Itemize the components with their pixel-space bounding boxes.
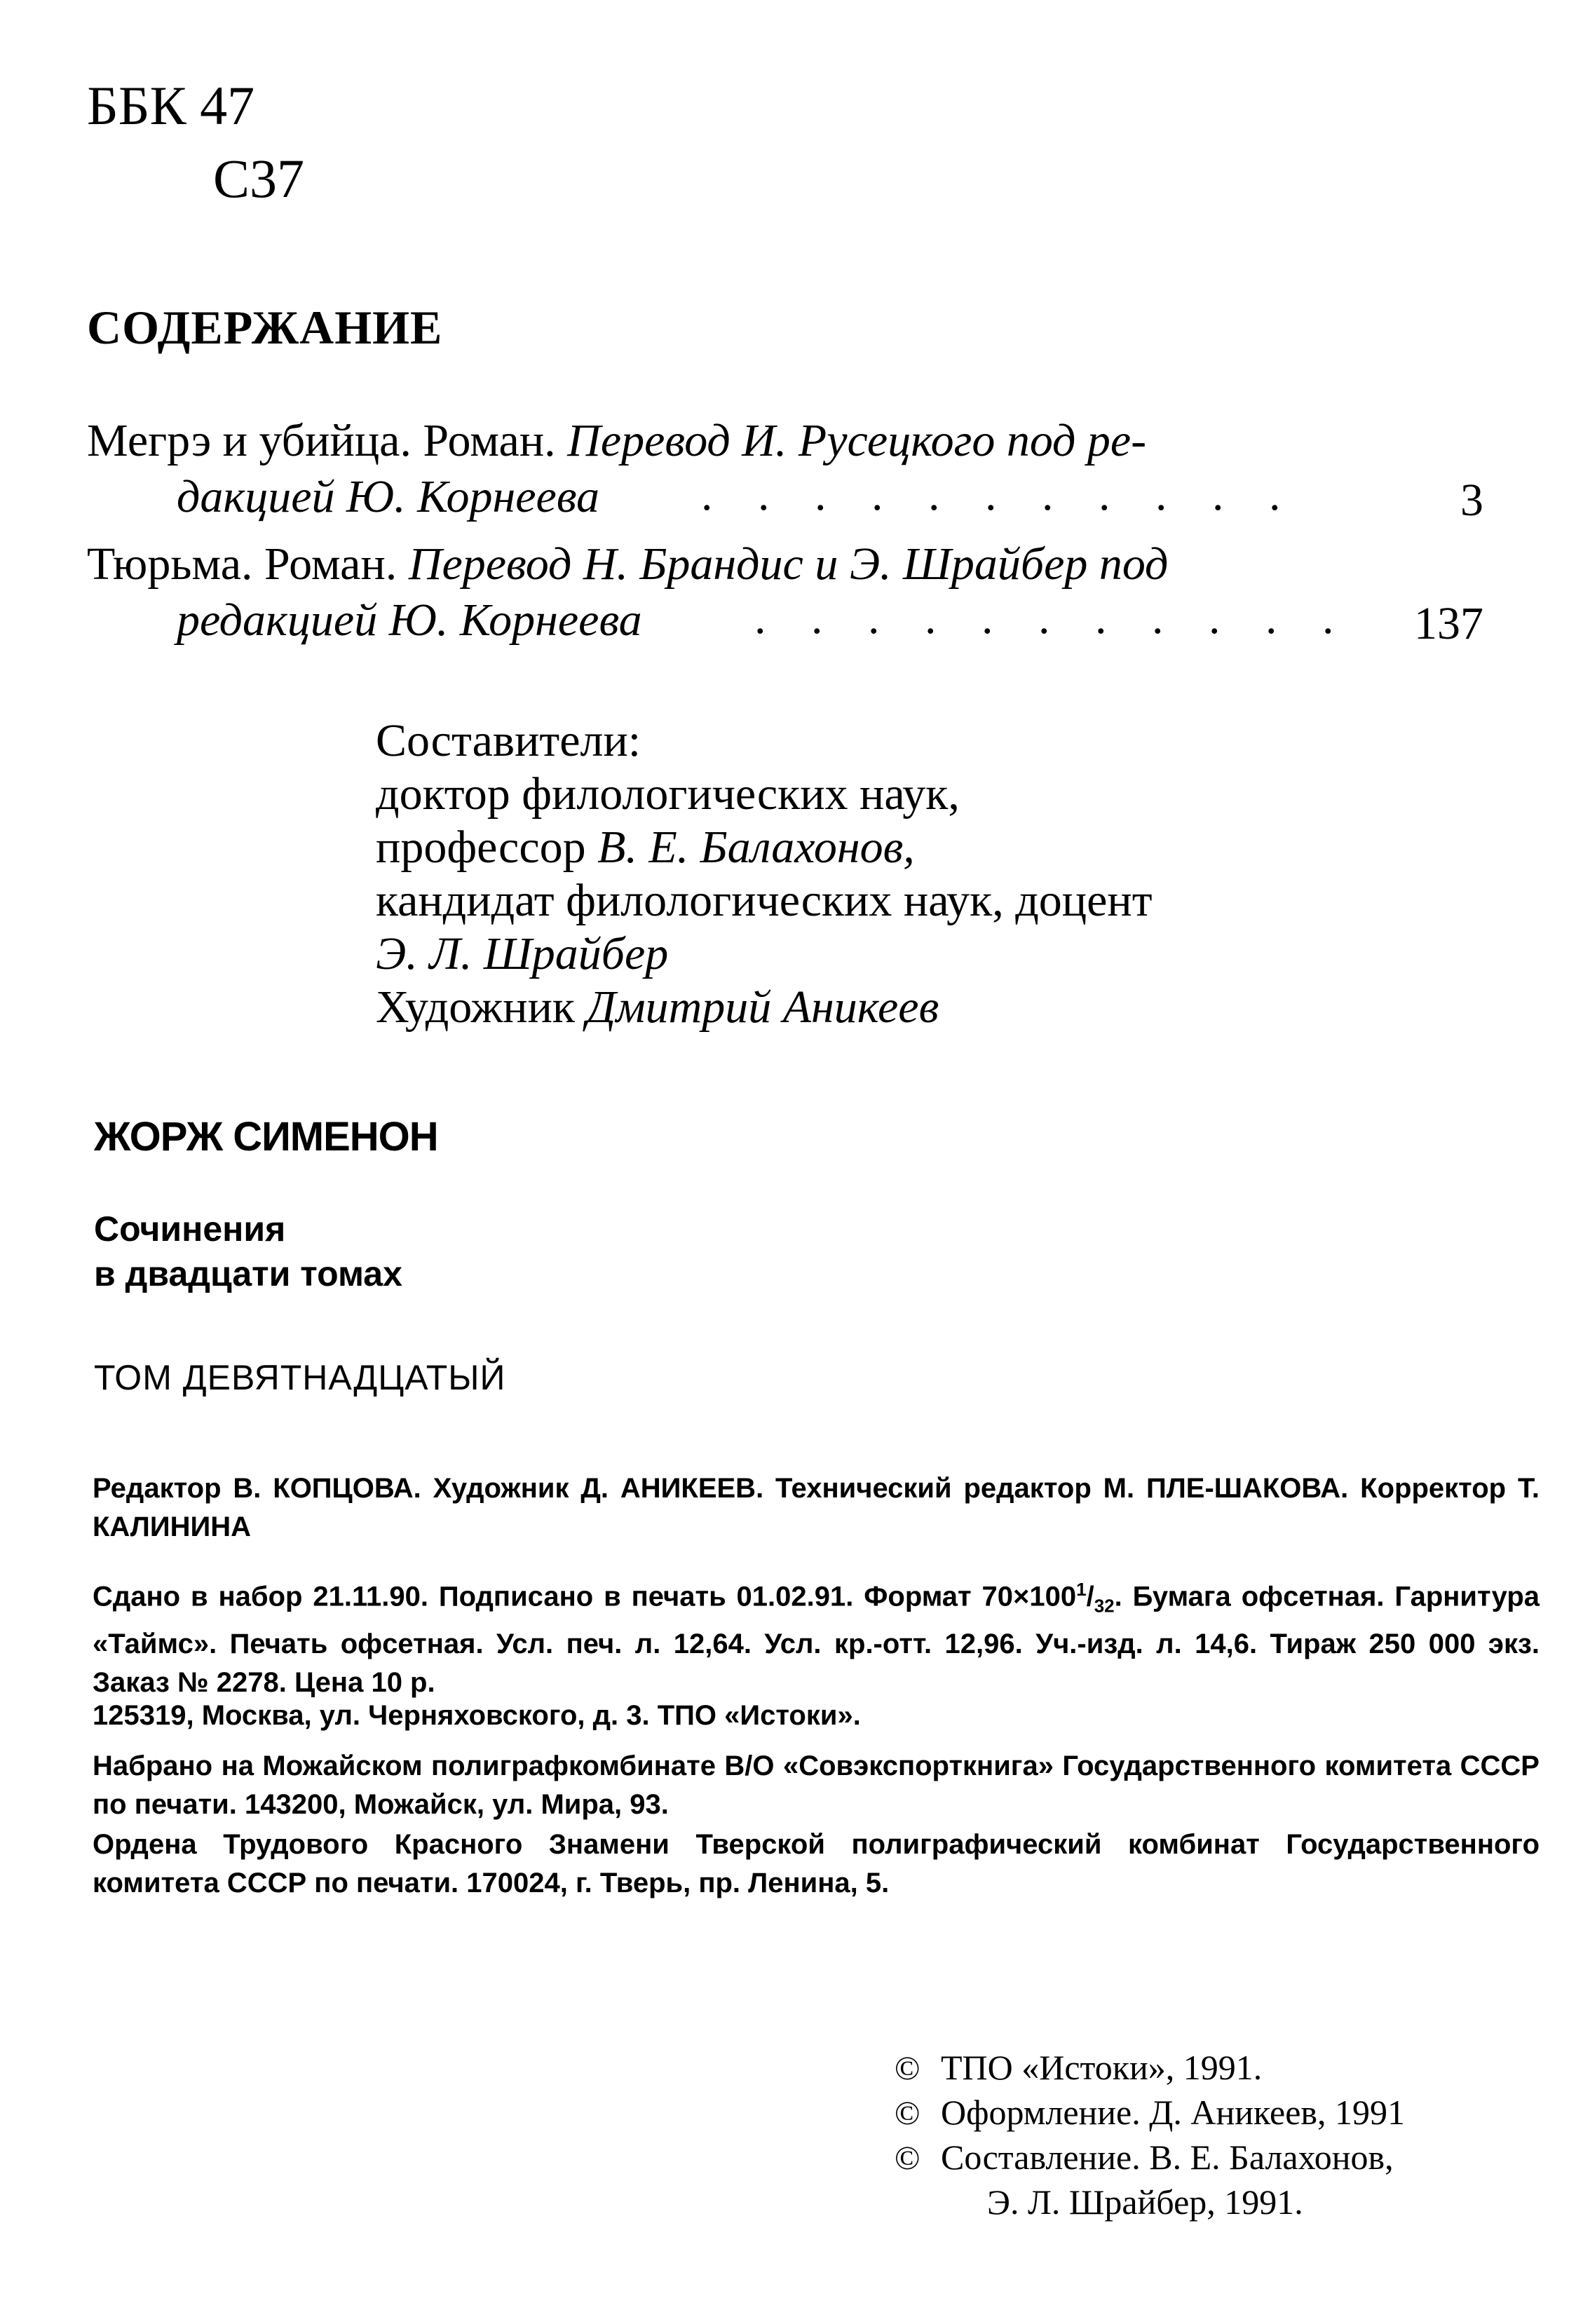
contents-heading: СОДЕРЖАНИЕ [87,301,443,354]
work-title-line-1: Сочинения [94,1209,286,1249]
author-sign-code: С37 [213,148,305,209]
toc-entry-editor: дакцией Ю. Корнеева [177,471,600,522]
toc-leader-dots: . . . . . . . . . . . [754,592,1351,644]
imprint-staff: Редактор В. КОПЦОВА. Художник Д. АНИКЕЕВ. Технический редактор М. ПЛЕ-ШАКОВА. Корректор Т. КАЛИНИНА [93,1473,1540,1542]
imprint-print-details: Сдано в набор 21.11.90. Подписано в печать 01.02.91. Формат $70\times 100^1/_{32}$. Бумага офсетная. Гарнитура «Таймс». Печать офсетная. Усл. печ. л. 12,64. Усл. кр.-отт. 12,96. Уч.-изд. л. 14,6. Тираж 250 000 экз. Заказ № 2278. Цена 10 р. [93,1579,1540,1699]
toc-entry-title [87,415,1147,466]
work-title-line-2: в двадцати томах [94,1254,402,1293]
volume-title: ТОМ ДЕВЯТНАДЦАТЫЙ [94,1358,506,1397]
compiler-2: Э. Л. Шрайбер [376,928,669,979]
artist-credit: Художник Дмитрий Аникеев [376,981,939,1033]
toc-page-number: 3 [1460,475,1483,526]
compiler-degree-1: доктор филологических наук, [376,768,960,820]
imprint-typesetting: Набрано на Можайском полиграфкомбинате В/О «Совэкспорткнига» Государственного комитета СССР по печати. 143200, Можайск, ул. Мира, 93. [93,1751,1540,1820]
imprint-publisher-address: 125319, Москва, ул. Черняховского, д. 3. ТПО «Истоки». [93,1700,861,1731]
compiler-1: профессор В. Е. Балахонов, [376,822,915,873]
toc-entry-translator: Перевод И. Русецкого под ре- [567,415,1147,466]
copyright-icon: © [895,2140,920,2177]
author-name: ЖОРЖ СИМЕНОН [94,1114,438,1160]
copyright-icon: © [895,2095,920,2132]
copyright-line-3: © Составление. В. Е. Балахонов, [895,2138,1394,2177]
compiler-degree-2: кандидат филологических наук, доцент [376,875,1153,926]
imprint-printer: Ордена Трудового Красного Знамени Тверской полиграфический комбинат Государственного комитета СССР по печати. 170024, г. Тверь, пр. Ленина, 5. [93,1829,1540,1898]
copyright-line-4: Э. Л. Шрайбер, 1991. [987,2182,1303,2222]
toc-entry-translator: Перевод Н. Брандис и Э. Шрайбер под [408,538,1169,590]
toc-page-number: 137 [1414,598,1483,649]
compilers-label: Составители: [376,715,641,766]
copyright-line-1: © ТПО «Истоки», 1991. [895,2048,1263,2087]
toc-entry-editor: редакцией Ю. Корнеева [177,594,642,646]
toc-entry-work: Мегрэ и убийца. Роман. [87,415,568,466]
toc-leader-dots: . . . . . . . . . . . [701,469,1298,520]
toc-entry-work: Тюрьма. Роман. [87,538,409,590]
copyright-icon: © [895,2050,920,2087]
bbk-code: ББК 47 [87,75,255,136]
toc-entry-title [87,538,1169,590]
copyright-line-2: © Оформление. Д. Аникеев, 1991 [895,2093,1406,2132]
